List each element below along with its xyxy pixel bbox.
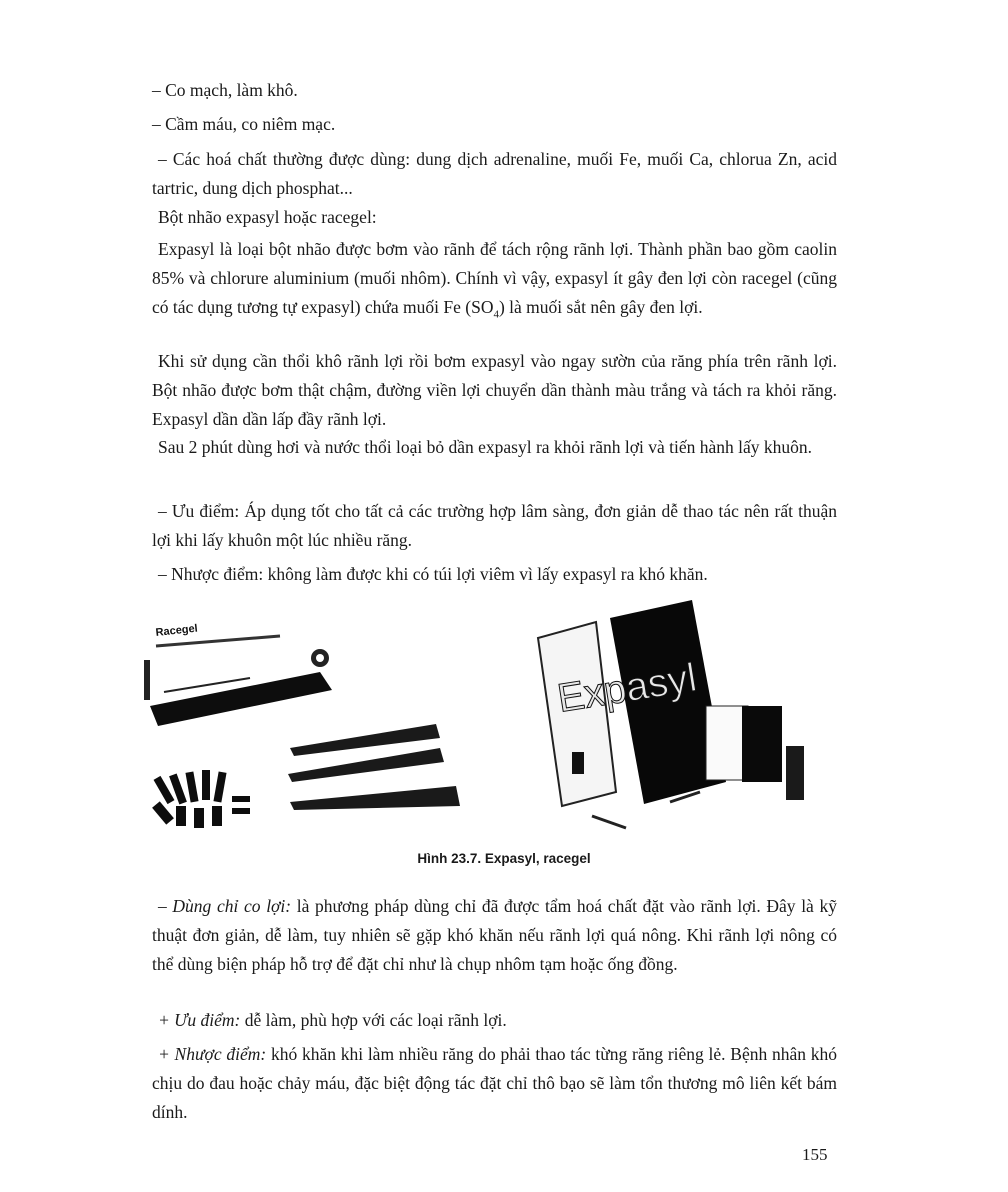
expasyl-cartridge-box bbox=[742, 706, 782, 782]
paragraph-uu-diem: – Ưu điểm: Áp dụng tốt cho tất cả các trường hợp lâm sàng, đơn giản dễ thao tác nên rất thuận lợi khi lấy khuôn một lúc nhiều răng. bbox=[152, 501, 837, 550]
term-nhuoc-diem: + Nhược điểm: bbox=[158, 1044, 267, 1064]
figure-expasyl-racegel bbox=[140, 596, 840, 846]
racegel-label: Racegel bbox=[155, 622, 199, 639]
heading-bot-nhao: Bột nhão expasyl hoặc racegel: bbox=[158, 207, 377, 227]
applicator-tip-3 bbox=[290, 786, 460, 810]
paragraph-nhuoc-diem: – Nhược điểm: không làm được khi có túi lợi viêm vì lấy expasyl ra khó khăn. bbox=[158, 564, 708, 584]
expasyl-photo bbox=[538, 600, 804, 828]
paragraph-su-dung: Khi sử dụng cần thổi khô rãnh lợi rồi bơm expasyl vào ngay sườn của răng phía trên rãnh lợi. Bột nhão được bơm thật chậm, đường viền lợi chuyển dần thành màu trắng và tách ra khỏi răng. Expasyl dần dần lấp đầy rãnh lợi. bbox=[152, 351, 837, 429]
paragraph-sau-2-phut: Sau 2 phút dùng hơi và nước thổi loại bỏ dần expasyl ra khỏi rãnh lợi và tiến hành lấy khuôn. bbox=[158, 437, 813, 457]
racegel-sidebar bbox=[144, 660, 150, 700]
line-co-mach: – Co mạch, làm khô. bbox=[152, 80, 298, 100]
line-cam-mau: – Cầm máu, co niêm mạc. bbox=[152, 114, 336, 134]
expasyl-tip bbox=[592, 816, 626, 828]
subscript-4: 4 bbox=[493, 308, 499, 321]
expasyl-cartridges bbox=[786, 746, 804, 800]
figure-caption: Hình 23.7. Expasyl, racegel bbox=[417, 851, 591, 866]
term-uu-diem: + Ưu điểm: bbox=[158, 1010, 241, 1030]
dental-comb bbox=[152, 770, 250, 828]
paragraph-dung-chi: – Dùng chỉ co lợi: là phương pháp dùng chỉ đã được tẩm hoá chất đặt vào rãnh lợi. Đây là kỹ thuật đơn giản, dễ làm, tuy nhiên sẽ gặp khó khăn nếu rãnh lợi quá nông. Khi rãnh lợi nông có thể dùng biện pháp hỗ trợ để đặt chỉ như là chụp nhôm tạm hoặc ống đồng. bbox=[152, 896, 837, 974]
paragraph-expasyl bbox=[152, 235, 837, 330]
paragraph-expasyl-a: Expasyl là loại bột nhão được bơm vào rãnh để tách rộng rãnh lợi. Thành phần bao gồm caolin 85% và chlorure aluminium (muối nhôm). Chính vì vậy, expasyl ít gây đen lợi còn racegel (cũng có tác dụng tương tự expasyl) chứa muối Fe (SO bbox=[152, 239, 837, 317]
expasyl-label: Expasyl bbox=[554, 655, 700, 721]
term-dung-chi: – Dùng chỉ co lợi: bbox=[158, 896, 292, 916]
applicator-tip-1 bbox=[290, 724, 440, 756]
page-number: 155 bbox=[802, 1145, 828, 1164]
line-hoa-chat: – Các hoá chất thường được dùng: dung dịch adrenaline, muối Fe, muối Ca, chlorua Zn, acid tartric, dung dịch phosphat... bbox=[152, 149, 837, 198]
paragraph-expasyl-b: ) là muối sắt nên gây đen lợi. bbox=[498, 297, 703, 317]
expasyl-small-box bbox=[706, 706, 748, 780]
racegel-strip bbox=[156, 636, 280, 646]
paragraph-nhuoc-diem-2: + Nhược điểm: khó khăn khi làm nhiều răng do phải thao tác từng răng riêng lẻ. Bệnh nhân khó chịu do đau hoặc chảy máu, đặc biệt động tác đặt chỉ thô bạo sẽ làm tổn thương mô liên kết bám dính. bbox=[152, 1044, 837, 1122]
paragraph-uu-diem-2: + Ưu điểm: dễ làm, phù hợp với các loại rãnh lợi. bbox=[158, 1010, 507, 1030]
racegel-photo bbox=[144, 623, 460, 828]
